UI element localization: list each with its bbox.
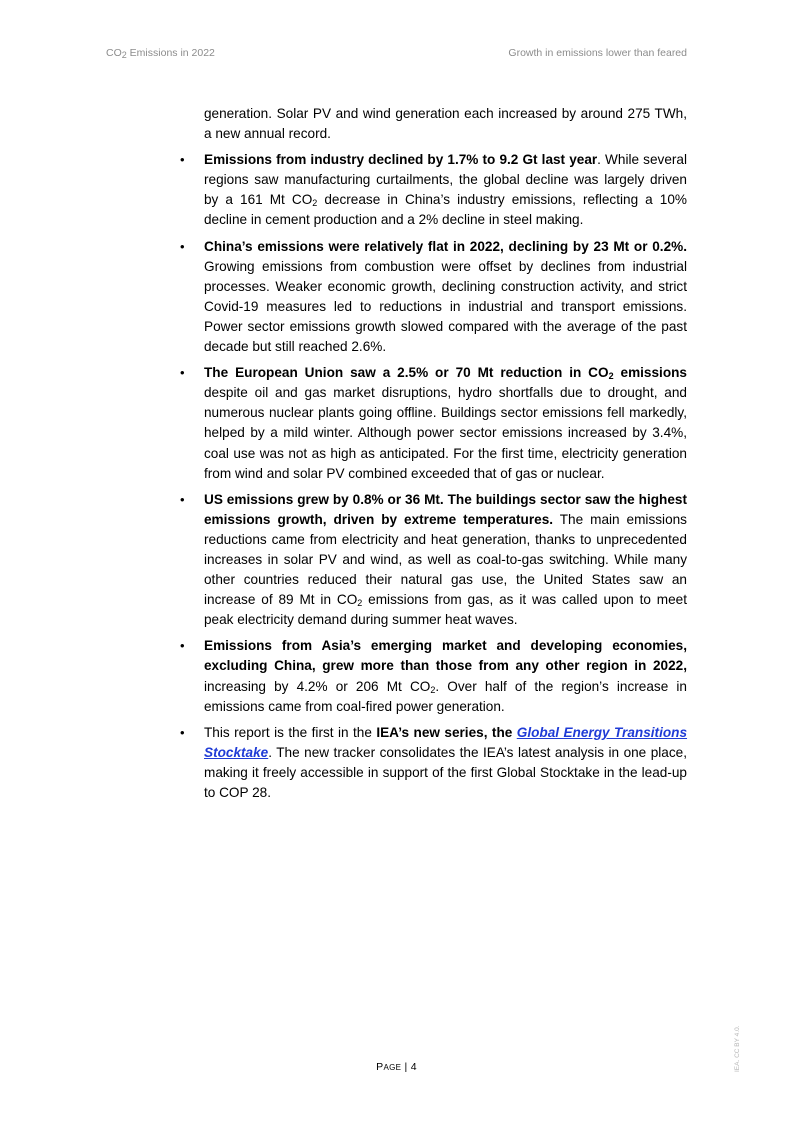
intro-paragraph: generation. Solar PV and wind generation each increased by around 275 TWh, a new annual record.: [204, 106, 687, 142]
bullet-icon: •: [180, 724, 185, 740]
page-number: PAGE | 4: [376, 1061, 417, 1073]
stocktake-link[interactable]: Global Energy Transitions Stocktake: [204, 724, 688, 760]
running-header-left: $CO_2$ Emissions in 2022: [106, 47, 215, 60]
bullet-icon: •: [180, 152, 185, 168]
bullet-icon: •: [180, 638, 185, 654]
license-note: IEA. CC BY 4.0.: [734, 1025, 741, 1072]
bullet-industry: • Emissions from industry declined by 1.7% to 9.2 Gt last year. While several regions saw manufacturing curtailments, the global decline was largely driven by a 161 Mt $CO_2$ decrease in China’s industry emissions, reflecting a 10% decline in cement production and a 2% decline in steel making.: [180, 152, 687, 228]
bullet-eu: • The European Union saw a 2.5% or 70 Mt reduction in $CO_2$ emissions despite oil and gas market disruptions, hydro shortfalls due to drought, and numerous nuclear plants going offline. Buildings sector emissions fell markedly, helped by a mild winter. Although power sector emissions increased by 3.4%, coal use was not as high as anticipated. For the first time, electricity generation from wind and solar PV combined exceeded that of gas or nuclear.: [180, 365, 687, 481]
bullet-asia: • Emissions from Asia’s emerging market and developing economies, excluding China, grew more than those from any other region in 2022, increasing by 4.2% or 206 Mt $CO_2$. Over half of the region’s increase in emissions came from coal-fired power generation.: [180, 638, 687, 714]
body-content: [180, 104, 688, 809]
running-header-right: Growth in emissions lower than feared: [508, 47, 687, 59]
bullet-report: • This report is the first in the IEA’s new series, the Global Energy Transitions Stocktake. The new tracker consolidates the IEA’s latest analysis in one place, making it freely accessible in support of the first Global Stocktake in the lead-up to COP 28.: [180, 724, 688, 800]
bullet-icon: •: [180, 491, 185, 507]
bullet-china: • China’s emissions were relatively flat in 2022, declining by 23 Mt or 0.2%. Growing emissions from combustion were offset by declines from industrial processes. Weaker economic growth, declining construction activity, and strict Covid-19 measures led to reductions in industrial and transport emissions. Power sector emissions growth slowed compared with the average of the past decade but still reached 2.6%.: [180, 238, 687, 355]
bullet-icon: •: [180, 238, 185, 254]
bullet-list: [180, 150, 688, 803]
bullet-us: • US emissions grew by 0.8% or 36 Mt. The buildings sector saw the highest emissions growth, driven by extreme temperatures. The main emissions reductions came from electricity and heat generation, thanks to unprecedented increases in solar PV and wind, as well as coal-to-gas switching. While many other countries reduced their natural gas use, the United States saw an increase of 89 Mt in $CO_2$ emissions from gas, as it was called upon to meet peak electricity demand during summer heat waves.: [180, 491, 687, 628]
bullet-icon: •: [180, 365, 185, 381]
